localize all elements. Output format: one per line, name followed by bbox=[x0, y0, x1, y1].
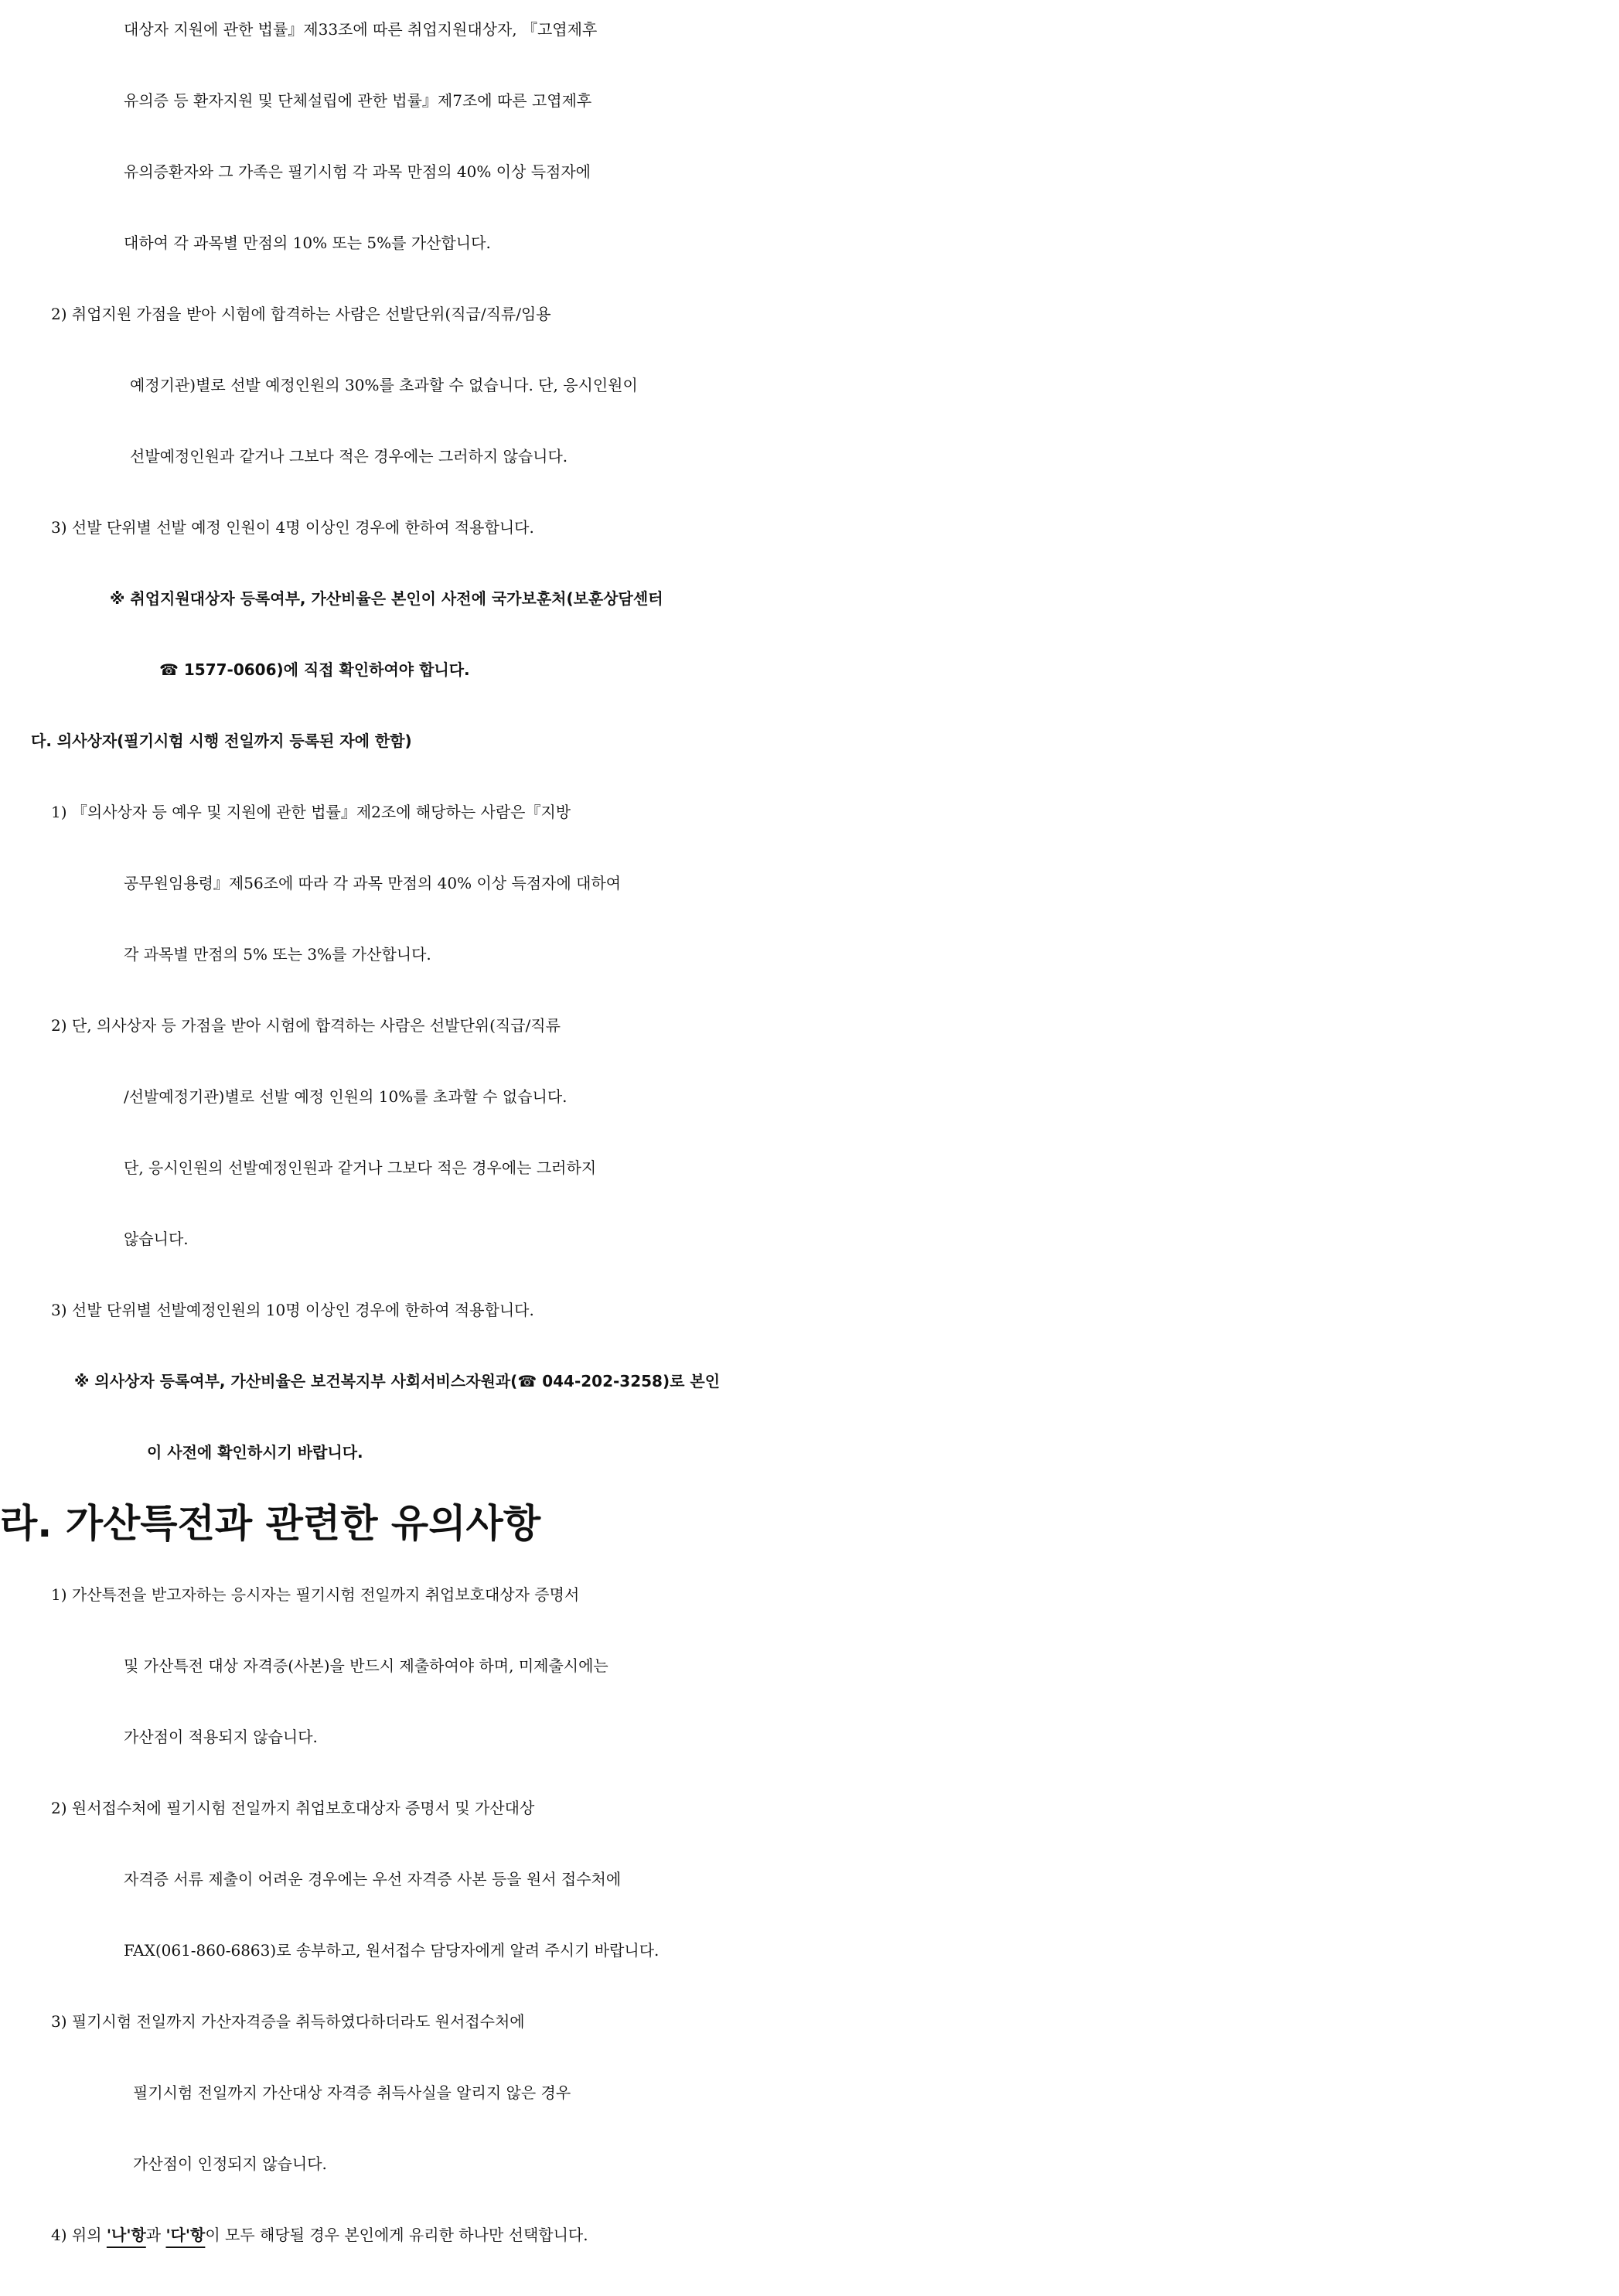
text-line: FAX(061-860-6863)로 송부하고, 원서접수 담당자에게 알려 주시기 바랍니다. bbox=[124, 1941, 660, 1960]
section-heading: 라. 가산특전과 관련한 유의사항 bbox=[0, 1501, 541, 1546]
text-line: 대상자 지원에 관한 법률』제33조에 따른 취업지원대상자, 『고엽제후 bbox=[124, 20, 598, 39]
text-segment: 이 모두 해당될 경우 본인에게 유리한 하나만 선택합니다. bbox=[205, 2226, 588, 2244]
text-line: 필기시험 전일까지 가산대상 자격증 취득사실을 알리지 않은 경우 bbox=[133, 2083, 571, 2102]
text-line: 선발예정인원과 같거나 그보다 적은 경우에는 그러하지 않습니다. bbox=[130, 447, 568, 466]
section-heading: 다. 의사상자(필기시험 시행 전일까지 등록된 자에 한함) bbox=[31, 732, 412, 750]
list-item: 2) 취업지원 가점을 받아 시험에 합격하는 사람은 선발단위(직급/직류/임용 bbox=[51, 305, 551, 323]
list-item bbox=[0, 2199, 1619, 2270]
text-line: 가산점이 적용되지 않습니다. bbox=[124, 1728, 318, 1746]
list-item: 1) 가산특전을 받고자하는 응시자는 필기시험 전일까지 취업보호대상자 증명서 bbox=[51, 1585, 580, 1604]
text-segment: 4) 위의 bbox=[51, 2226, 107, 2244]
text-line: /선발예정기관)별로 선발 예정 인원의 10%를 초과할 수 없습니다. bbox=[124, 1087, 568, 1106]
note-line: 이 사전에 확인하시기 바랍니다. bbox=[147, 1443, 363, 1462]
emphasis-na: '나'항 bbox=[106, 2226, 146, 2244]
text-line: 않습니다. bbox=[124, 1230, 189, 1248]
text-line: 유의증 등 환자지원 및 단체설립에 관한 법률』제7조에 따른 고엽제후 bbox=[124, 91, 592, 110]
text-segment: 과 bbox=[145, 2226, 166, 2244]
note-line: ※ 취업지원대상자 등록여부, 가산비율은 본인이 사전에 국가보훈처(보훈상담센터 bbox=[110, 589, 663, 608]
text-line: 대하여 각 과목별 만점의 10% 또는 5%를 가산합니다. bbox=[124, 234, 491, 252]
text-line: 및 가산특전 대상 자격증(사본)을 반드시 제출하여야 하며, 미제출시에는 bbox=[124, 1656, 608, 1675]
list-item: 3) 필기시험 전일까지 가산자격증을 취득하였다하더라도 원서접수처에 bbox=[51, 2012, 525, 2031]
list-item: 3) 선발 단위별 선발 예정 인원이 4명 이상인 경우에 한하여 적용합니다. bbox=[51, 518, 534, 537]
text-line: 각 과목별 만점의 5% 또는 3%를 가산합니다. bbox=[124, 945, 431, 964]
list-item: 3) 선발 단위별 선발예정인원의 10명 이상인 경우에 한하여 적용합니다. bbox=[51, 1301, 534, 1319]
text-line: 유의증환자와 그 가족은 필기시험 각 과목 만점의 40% 이상 득점자에 bbox=[124, 162, 591, 181]
note-line: ☎ 1577-0606)에 직접 확인하여야 합니다. bbox=[159, 660, 470, 679]
text-line: 자격증 서류 제출이 어려운 경우에는 우선 자격증 사본 등을 원서 접수처에 bbox=[124, 1870, 622, 1888]
list-item: 2) 원서접수처에 필기시험 전일까지 취업보호대상자 증명서 및 가산대상 bbox=[51, 1799, 535, 1817]
list-item: 1) 『의사상자 등 예우 및 지원에 관한 법률』제2조에 해당하는 사람은『지방 bbox=[51, 803, 571, 821]
text-line: 가산점이 인정되지 않습니다. bbox=[133, 2154, 327, 2173]
note-line: ※ 의사상자 등록여부, 가산비율은 보건복지부 사회서비스자원과(☎ 044-202-3258)로 본인 bbox=[74, 1372, 721, 1390]
text-line: 예정기관)별로 선발 예정인원의 30%를 초과할 수 없습니다. 단, 응시인원이 bbox=[130, 376, 638, 394]
emphasis-da: '다'항 bbox=[165, 2226, 206, 2244]
text-line: 공무원임용령』제56조에 따라 각 과목 만점의 40% 이상 득점자에 대하여 bbox=[124, 874, 622, 892]
list-item: 2) 단, 의사상자 등 가점을 받아 시험에 합격하는 사람은 선발단위(직급/직류 bbox=[51, 1016, 561, 1035]
text-line: 단, 응시인원의 선발예정인원과 같거나 그보다 적은 경우에는 그러하지 bbox=[124, 1158, 597, 1177]
